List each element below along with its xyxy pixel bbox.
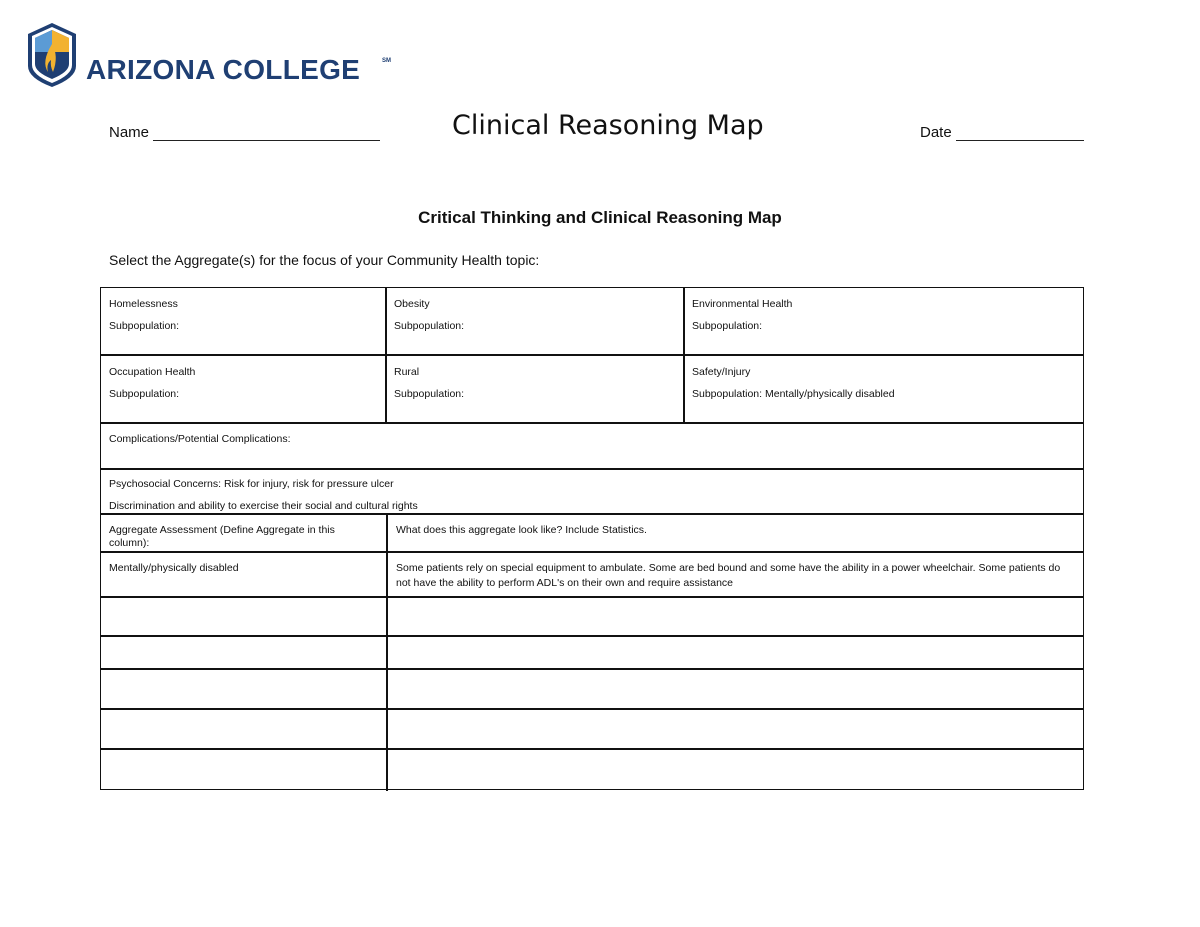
aggregate-cell-environmental-health[interactable]: [684, 288, 1084, 354]
page-title: Clinical Reasoning Map: [452, 110, 764, 141]
subpopulation-label: Subpopulation:: [394, 320, 465, 332]
aggregate-definition: Mentally/physically disabled: [109, 562, 239, 574]
assessment-col2-label: What does this aggregate look like? Include Statistics.: [396, 524, 647, 536]
instruction-text: Select the Aggregate(s) for the focus of your Community Health topic:: [109, 252, 540, 268]
empty-cell[interactable]: [101, 709, 386, 748]
empty-cell[interactable]: [388, 749, 1084, 789]
aggregate-name: Rural: [394, 366, 420, 378]
brand-name: ARIZONA COLLEGE: [86, 54, 361, 85]
arizona-college-logo: [26, 22, 391, 88]
subpopulation-label: Subpopulation:: [109, 320, 180, 332]
aggregate-cell-safety-injury[interactable]: [684, 355, 1084, 422]
assessment-row-aggregate[interactable]: [101, 552, 386, 596]
name-field[interactable]: [153, 140, 380, 141]
aggregate-cell-obesity[interactable]: [386, 288, 683, 354]
aggregate-name: Safety/Injury: [692, 366, 751, 378]
empty-cell[interactable]: [388, 597, 1084, 635]
aggregate-name: Obesity: [394, 298, 430, 310]
date-field[interactable]: [956, 140, 1084, 141]
name-label: Name: [109, 124, 150, 141]
document-header: [0, 110, 1200, 150]
empty-cell[interactable]: [388, 636, 1084, 668]
psychosocial-cell[interactable]: [101, 469, 1084, 513]
aggregate-name: Environmental Health: [692, 298, 793, 310]
assessment-col1-label: Aggregate Assessment (Define Aggregate in this column):: [109, 524, 335, 549]
empty-cell[interactable]: [101, 669, 386, 708]
subpopulation-label: Subpopulation: Mentally/physically disabled: [692, 388, 895, 400]
clinical-reasoning-table: [100, 287, 1084, 790]
empty-cell[interactable]: [101, 749, 386, 789]
assessment-row-description[interactable]: [388, 552, 1084, 596]
aggregate-cell-occupation-health[interactable]: [101, 355, 386, 422]
aggregate-cell-homelessness[interactable]: [101, 288, 386, 354]
subpopulation-label: Subpopulation:: [692, 320, 763, 332]
subpopulation-label: Subpopulation:: [109, 388, 180, 400]
empty-cell[interactable]: [388, 709, 1084, 748]
complications-label: Complications/Potential Complications:: [109, 433, 291, 445]
psychosocial-discrimination: Discrimination and ability to exercise their social and cultural rights: [109, 500, 418, 512]
aggregate-description: Some patients rely on special equipment to ambulate. Some are bed bound and some have the ability in a power wheelchair. Some patients do not have the ability to perform ADL's on their own and require assistance: [396, 562, 1061, 589]
aggregate-name: Homelessness: [109, 298, 178, 310]
empty-cell[interactable]: [101, 636, 386, 668]
assessment-header-col2: [388, 514, 1084, 551]
empty-cell[interactable]: [388, 669, 1084, 708]
empty-cell[interactable]: [101, 597, 386, 635]
aggregate-cell-rural[interactable]: [386, 355, 683, 422]
service-mark: SM: [382, 58, 391, 64]
shield-icon: [26, 22, 78, 88]
psychosocial-concerns: Psychosocial Concerns: Risk for injury, risk for pressure ulcer: [109, 478, 394, 490]
date-label: Date: [920, 124, 952, 141]
section-heading: Critical Thinking and Clinical Reasoning Map: [418, 208, 782, 227]
complications-cell[interactable]: [101, 423, 1084, 468]
subpopulation-label: Subpopulation:: [394, 388, 465, 400]
aggregate-name: Occupation Health: [109, 366, 196, 378]
assessment-header-col1: [101, 514, 386, 551]
